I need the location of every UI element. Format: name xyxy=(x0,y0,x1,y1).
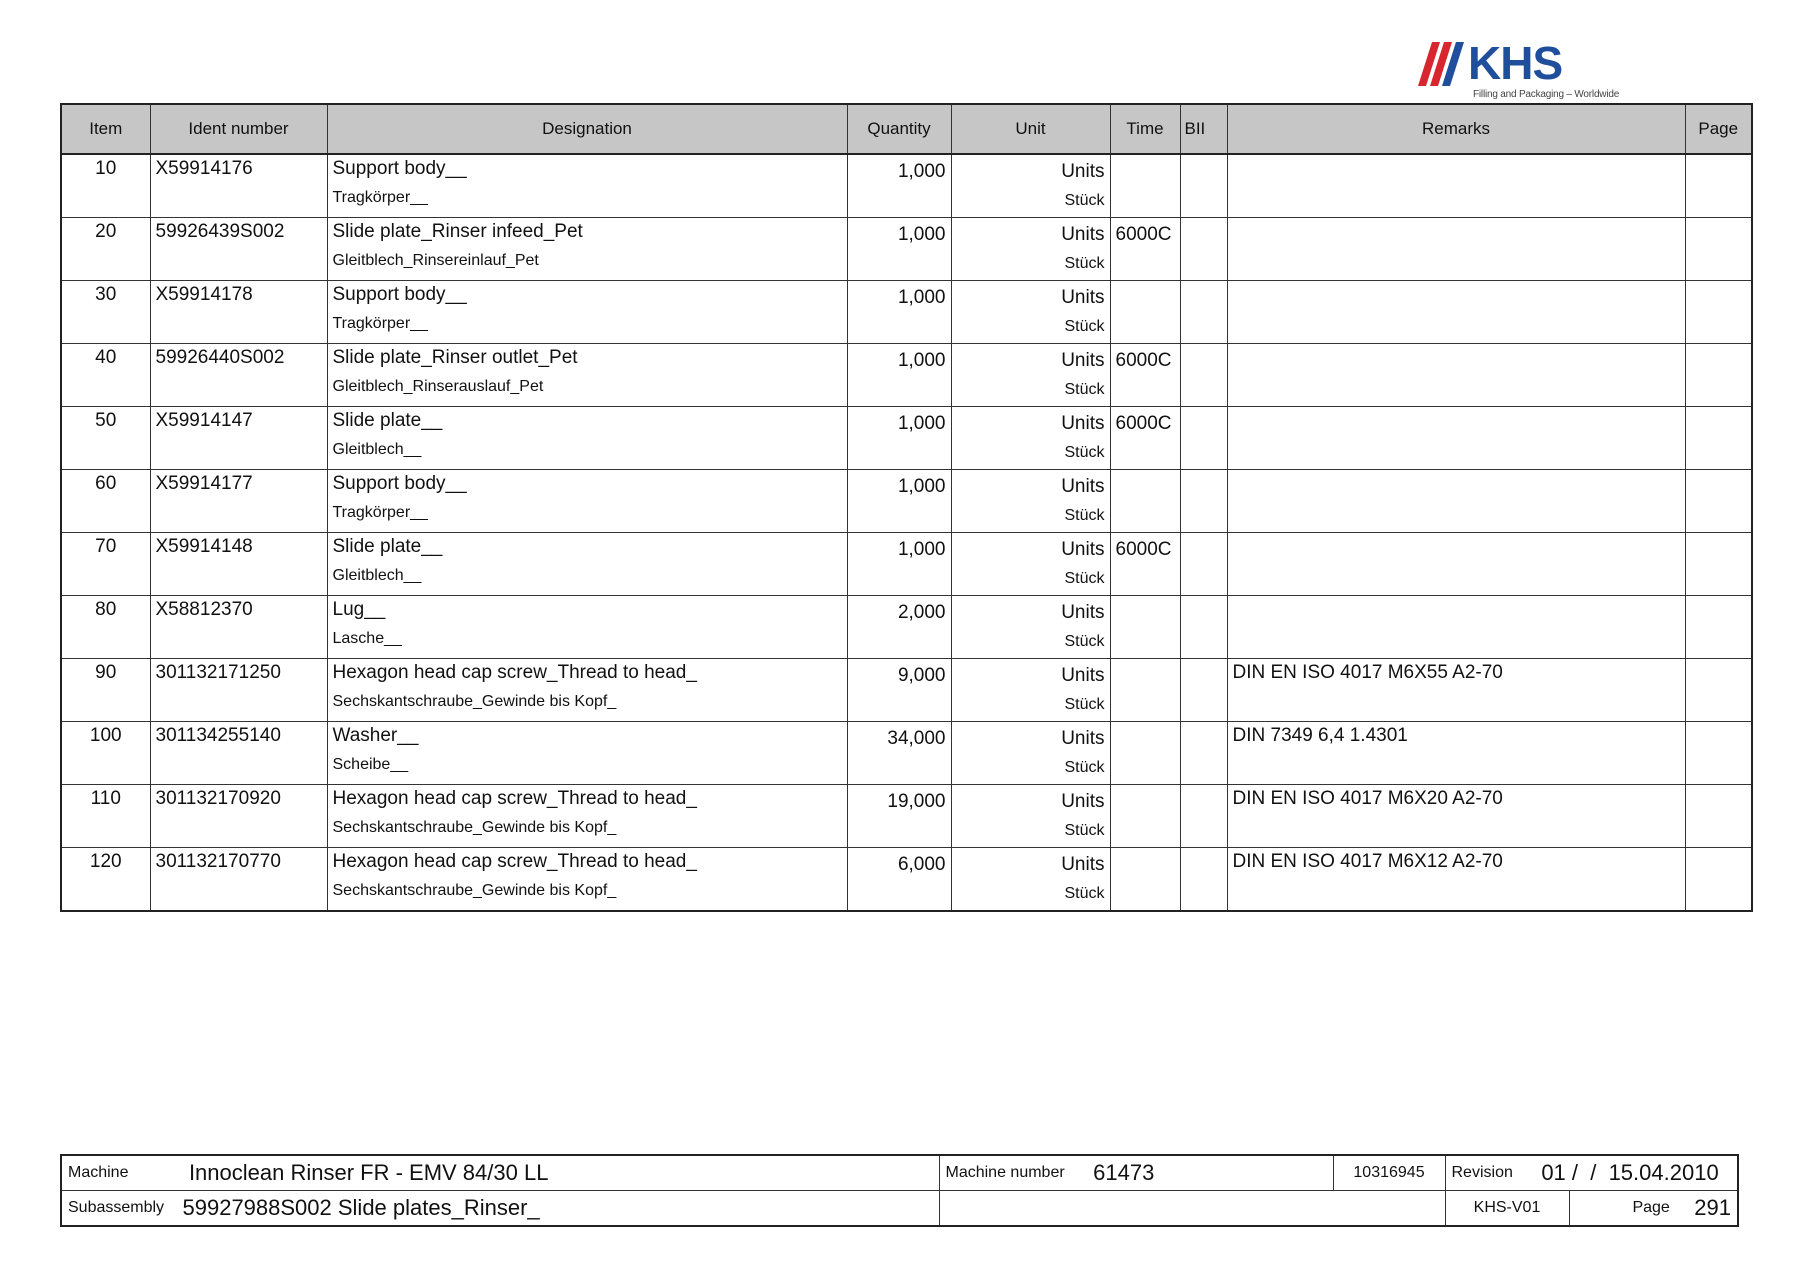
designation-de: Gleitblech__ xyxy=(327,441,847,470)
designation-de: Sechskantschraube_Gewinde bis Kopf_ xyxy=(327,693,847,722)
unit-en: Units xyxy=(951,785,1110,820)
bii xyxy=(1180,596,1227,659)
unit-en: Units xyxy=(951,344,1110,379)
item-number: 10 xyxy=(61,154,150,218)
time xyxy=(1110,785,1180,848)
item-number: 110 xyxy=(61,785,150,848)
unit-en: Units xyxy=(951,218,1110,253)
page-ref xyxy=(1685,407,1752,470)
quantity: 1,000 xyxy=(847,344,951,407)
revision-label: Revision xyxy=(1451,1164,1513,1181)
time xyxy=(1110,596,1180,659)
bii xyxy=(1180,533,1227,596)
unit-en: Units xyxy=(951,407,1110,442)
ident-number: X59914177 xyxy=(150,470,327,533)
machine-cell xyxy=(61,1155,939,1191)
remarks: DIN EN ISO 4017 M6X55 A2-70 xyxy=(1227,659,1685,722)
designation-de: Gleitblech_Rinserauslauf_Pet xyxy=(327,378,847,407)
page-ref xyxy=(1685,344,1752,407)
time xyxy=(1110,848,1180,912)
unit-en: Units xyxy=(951,659,1110,694)
ident-number: X59914178 xyxy=(150,281,327,344)
quantity: 1,000 xyxy=(847,281,951,344)
remarks xyxy=(1227,154,1685,218)
title-block-row-1 xyxy=(61,1155,1738,1191)
unit-de: Stück xyxy=(951,378,1110,407)
page-ref xyxy=(1685,154,1752,218)
ident-number: X59914147 xyxy=(150,407,327,470)
bii xyxy=(1180,848,1227,912)
time: 6000C xyxy=(1110,407,1180,470)
remarks xyxy=(1227,596,1685,659)
ident-number: 301132170920 xyxy=(150,785,327,848)
col-header-time: Time xyxy=(1110,104,1180,154)
unit-en: Units xyxy=(951,281,1110,316)
quantity: 9,000 xyxy=(847,659,951,722)
unit-de: Stück xyxy=(951,693,1110,722)
designation-en: Lug__ xyxy=(327,596,847,631)
quantity: 1,000 xyxy=(847,218,951,281)
col-header-page: Page xyxy=(1685,104,1752,154)
ident-number: 59926439S002 xyxy=(150,218,327,281)
designation-en: Slide plate_Rinser outlet_Pet xyxy=(327,344,847,379)
designation-en: Hexagon head cap screw_Thread to head_ xyxy=(327,659,847,694)
designation-en: Slide plate__ xyxy=(327,533,847,568)
remarks: DIN EN ISO 4017 M6X20 A2-70 xyxy=(1227,785,1685,848)
table-row xyxy=(61,344,1752,379)
parts-list-table xyxy=(60,103,1753,912)
remarks xyxy=(1227,407,1685,470)
designation-en: Support body__ xyxy=(327,470,847,505)
col-header-quantity: Quantity xyxy=(847,104,951,154)
table-row xyxy=(61,407,1752,442)
bii xyxy=(1180,722,1227,785)
remarks xyxy=(1227,470,1685,533)
page-ref xyxy=(1685,659,1752,722)
remarks: DIN 7349 6,4 1.4301 xyxy=(1227,722,1685,785)
page-value: 291 xyxy=(1694,1195,1731,1220)
unit-en: Units xyxy=(951,533,1110,568)
col-header-bii: BII xyxy=(1180,104,1227,154)
title-block-row-2 xyxy=(61,1191,1738,1227)
bii xyxy=(1180,218,1227,281)
unit-de: Stück xyxy=(951,504,1110,533)
remarks: DIN EN ISO 4017 M6X12 A2-70 xyxy=(1227,848,1685,912)
designation-en: Slide plate_Rinser infeed_Pet xyxy=(327,218,847,253)
quantity: 19,000 xyxy=(847,785,951,848)
khs-logo xyxy=(1418,37,1623,104)
designation-en: Support body__ xyxy=(327,281,847,316)
designation-de: Tragkörper__ xyxy=(327,315,847,344)
table-row xyxy=(61,154,1752,189)
item-number: 120 xyxy=(61,848,150,912)
bii xyxy=(1180,154,1227,218)
unit-de: Stück xyxy=(951,756,1110,785)
unit-de: Stück xyxy=(951,252,1110,281)
remarks xyxy=(1227,218,1685,281)
subassembly-cell xyxy=(61,1191,939,1227)
designation-de: Tragkörper__ xyxy=(327,189,847,218)
page-ref xyxy=(1685,848,1752,912)
page-cell xyxy=(1569,1191,1738,1227)
table-row xyxy=(61,470,1752,505)
quantity: 6,000 xyxy=(847,848,951,912)
unit-de: Stück xyxy=(951,630,1110,659)
title-block xyxy=(60,1154,1739,1227)
designation-de: Gleitblech__ xyxy=(327,567,847,596)
item-number: 90 xyxy=(61,659,150,722)
time xyxy=(1110,470,1180,533)
doc-code: KHS-V01 xyxy=(1445,1191,1569,1227)
khs-stripes-icon xyxy=(1418,40,1470,88)
designation-en: Hexagon head cap screw_Thread to head_ xyxy=(327,785,847,820)
designation-de: Sechskantschraube_Gewinde bis Kopf_ xyxy=(327,819,847,848)
item-number: 80 xyxy=(61,596,150,659)
ident-number: X59914148 xyxy=(150,533,327,596)
table-row xyxy=(61,785,1752,820)
col-header-designation: Designation xyxy=(327,104,847,154)
remarks xyxy=(1227,344,1685,407)
unit-en: Units xyxy=(951,722,1110,757)
item-number: 20 xyxy=(61,218,150,281)
table-row xyxy=(61,596,1752,631)
page-label: Page xyxy=(1632,1199,1670,1216)
quantity: 1,000 xyxy=(847,470,951,533)
machine-label: Machine xyxy=(68,1164,129,1181)
item-number: 40 xyxy=(61,344,150,407)
empty-cell xyxy=(939,1191,1445,1227)
time xyxy=(1110,154,1180,218)
ident-number: 59926440S002 xyxy=(150,344,327,407)
unit-en: Units xyxy=(951,470,1110,505)
subassembly-label: Subassembly xyxy=(68,1199,165,1216)
unit-de: Stück xyxy=(951,819,1110,848)
table-row xyxy=(61,722,1752,757)
machine-value: Innoclean Rinser FR - EMV 84/30 LL xyxy=(188,1160,549,1185)
ident-number: 301132171250 xyxy=(150,659,327,722)
ident-number: X59914176 xyxy=(150,154,327,218)
item-number: 100 xyxy=(61,722,150,785)
unit-en: Units xyxy=(951,848,1110,883)
col-header-item: Item xyxy=(61,104,150,154)
table-row xyxy=(61,659,1752,694)
bii xyxy=(1180,785,1227,848)
table-row xyxy=(61,218,1752,253)
remarks xyxy=(1227,533,1685,596)
time xyxy=(1110,281,1180,344)
unit-de: Stück xyxy=(951,567,1110,596)
designation-en: Slide plate__ xyxy=(327,407,847,442)
page-ref xyxy=(1685,470,1752,533)
time xyxy=(1110,722,1180,785)
col-header-ident: Ident number xyxy=(150,104,327,154)
quantity: 1,000 xyxy=(847,407,951,470)
unit-de: Stück xyxy=(951,441,1110,470)
item-number: 30 xyxy=(61,281,150,344)
logo-wordmark: KHS xyxy=(1468,37,1563,89)
designation-de: Scheibe__ xyxy=(327,756,847,785)
table-row xyxy=(61,848,1752,883)
ident-number: 301134255140 xyxy=(150,722,327,785)
time: 6000C xyxy=(1110,218,1180,281)
machine-number-label: Machine number xyxy=(945,1164,1065,1181)
bii xyxy=(1180,281,1227,344)
unit-en: Units xyxy=(951,596,1110,631)
page-ref xyxy=(1685,785,1752,848)
designation-de: Tragkörper__ xyxy=(327,504,847,533)
quantity: 1,000 xyxy=(847,533,951,596)
page-ref xyxy=(1685,218,1752,281)
ident-number: X58812370 xyxy=(150,596,327,659)
table-row xyxy=(61,281,1752,316)
designation-en: Hexagon head cap screw_Thread to head_ xyxy=(327,848,847,883)
page-ref xyxy=(1685,281,1752,344)
item-number: 70 xyxy=(61,533,150,596)
time: 6000C xyxy=(1110,344,1180,407)
designation-de: Sechskantschraube_Gewinde bis Kopf_ xyxy=(327,882,847,911)
quantity: 34,000 xyxy=(847,722,951,785)
page-ref xyxy=(1685,722,1752,785)
col-header-unit: Unit xyxy=(951,104,1110,154)
bii xyxy=(1180,659,1227,722)
table-row xyxy=(61,533,1752,568)
designation-de: Lasche__ xyxy=(327,630,847,659)
remarks xyxy=(1227,281,1685,344)
table-header-row xyxy=(61,104,1752,154)
bii xyxy=(1180,344,1227,407)
machine-number-value: 61473 xyxy=(1093,1160,1155,1185)
quantity: 1,000 xyxy=(847,154,951,218)
revision-value: 01 / / 15.04.2010 xyxy=(1541,1160,1719,1185)
page-ref xyxy=(1685,533,1752,596)
unit-en: Units xyxy=(951,154,1110,189)
col-header-remarks: Remarks xyxy=(1227,104,1685,154)
revision-cell xyxy=(1445,1155,1738,1191)
bii xyxy=(1180,470,1227,533)
item-number: 50 xyxy=(61,407,150,470)
subassembly-value: 59927988S002 Slide plates_Rinser_ xyxy=(182,1195,540,1220)
time xyxy=(1110,659,1180,722)
page-ref xyxy=(1685,596,1752,659)
quantity: 2,000 xyxy=(847,596,951,659)
ident-number: 301132170770 xyxy=(150,848,327,912)
machine-number-cell xyxy=(939,1155,1333,1191)
time: 6000C xyxy=(1110,533,1180,596)
designation-en: Support body__ xyxy=(327,154,847,189)
unit-de: Stück xyxy=(951,315,1110,344)
bii xyxy=(1180,407,1227,470)
designation-de: Gleitblech_Rinsereinlauf_Pet xyxy=(327,252,847,281)
logo-tagline: Filling and Packaging – Worldwide xyxy=(1473,89,1620,100)
item-number: 60 xyxy=(61,470,150,533)
designation-en: Washer__ xyxy=(327,722,847,757)
order-number: 10316945 xyxy=(1333,1155,1445,1191)
unit-de: Stück xyxy=(951,882,1110,911)
unit-de: Stück xyxy=(951,189,1110,218)
